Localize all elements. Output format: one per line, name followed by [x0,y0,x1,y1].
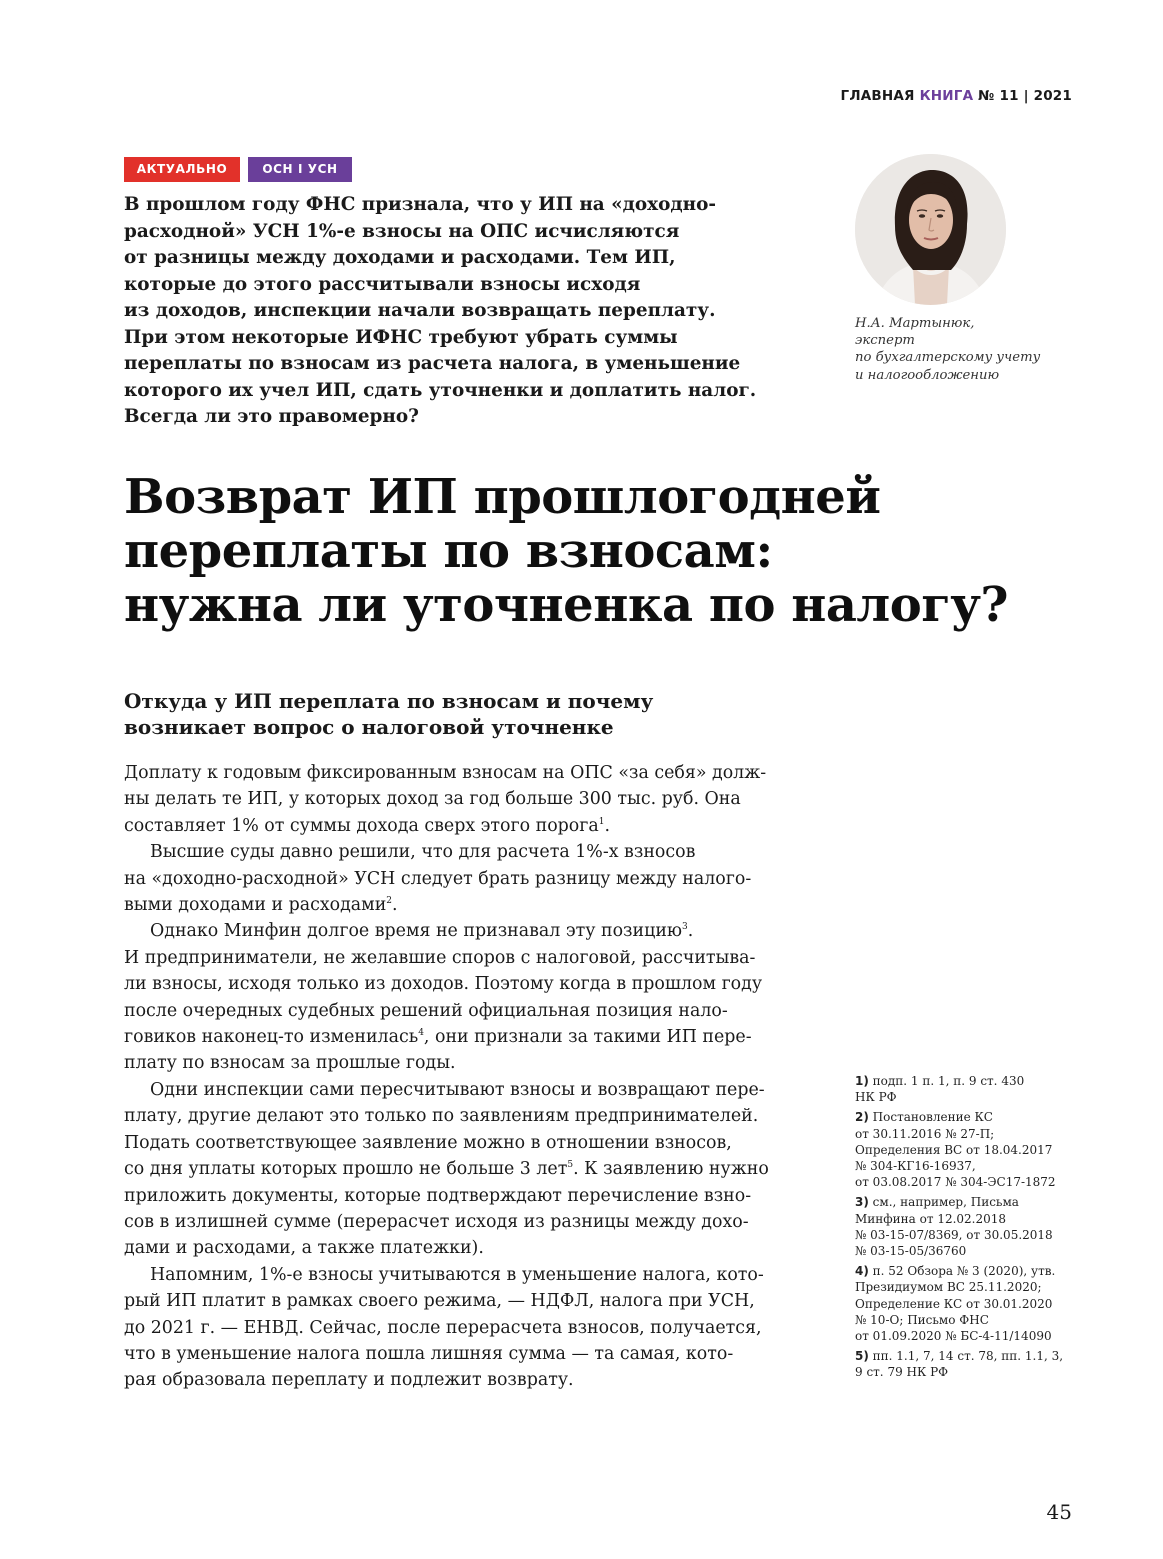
body-paragraph-3 [124,918,804,1076]
footnote-text: см., например, Письма [872,1195,1019,1210]
footnote-line: Определения ВС от 18.04.2017 [855,1142,1053,1157]
footnote-ref: 1 [598,817,605,828]
body-text: со дня уплаты которых прошло не больше 3 лет [124,1159,568,1180]
page-number: 45 [1046,1500,1072,1524]
subhead-line: возникает вопрос о налоговой уточненке [124,715,614,739]
lead-line: При этом некоторые ИФНС требуют убрать суммы [124,326,678,348]
body-line: после очередных судебных решений официальная позиция нало- [124,1000,728,1021]
footnote-line: № 10-О; Письмо ФНС [855,1312,989,1327]
footnote-line: Президиумом ВС 25.11.2020; [855,1280,1042,1295]
footnote-number: 5) [855,1349,869,1364]
footnote-text: Постановление КС [872,1110,993,1125]
body-line: Высшие суды давно решили, что для расчета 1%-х взносов [150,842,696,863]
footnote-text: пп. 1.1, 7, 14 ст. 78, пп. 1.1, 3, [872,1349,1064,1364]
body-line [124,892,804,918]
author-name: Н.А. Мартынюк, [855,316,975,331]
footnote-2 [855,1109,1085,1190]
footnote-number: 4) [855,1264,869,1279]
footnote-line: № 03-15-05/36760 [855,1244,967,1259]
author-role-line: эксперт [855,333,915,349]
masthead [841,88,1072,104]
footnote-line [855,1109,1085,1125]
lead-line: Всегда ли это правомерно? [124,406,419,427]
lead-paragraph [124,192,824,431]
body-paragraph-1 [124,760,804,839]
body-line: Доплату к годовым фиксированным взносам на ОПС «за себя» долж- [124,763,767,783]
footnote-4 [855,1263,1085,1344]
footnote-line: от 01.09.2020 № БС-4-11/14090 [855,1329,1052,1344]
body-line: что в уменьшение налога пошла лишняя сумма — та самая, кото- [124,1343,734,1364]
footnote-number: 1) [855,1074,869,1088]
footnote-line: 9 ст. 79 НК РФ [855,1365,949,1380]
title-line: нужна ли уточненка по налогу? [124,577,1009,633]
title-line: Возврат ИП прошлогодней [124,469,881,525]
author-caption [855,315,1040,384]
article-body [124,760,804,1394]
footnote-text: п. 52 Обзора № 3 (2020), утв. [872,1264,1056,1279]
body-line [124,918,804,944]
author-role-line: и налогообложению [855,367,1000,383]
body-text: . [687,921,694,942]
body-paragraph-5 [124,1262,804,1394]
footnote-line [855,1348,1085,1364]
lead-line: переплаты по взносам из расчета налога, в уменьшение [124,353,741,374]
body-line: приложить документы, которые подтверждают перечисление взно- [124,1185,752,1206]
footnote-line: от 03.08.2017 № 304-ЭС17-1872 [855,1175,1056,1190]
body-line: Одни инспекции сами пересчитывают взносы и возвращают пере- [150,1079,765,1100]
masthead-main: ГЛАВНАЯ [840,88,915,104]
body-paragraph-4 [124,1077,804,1262]
lead-line: которые до этого рассчитывали взносы исходя [124,273,641,295]
footnote-line: НК РФ [855,1090,897,1105]
lead-line: от разницы между доходами и расходами. Тем ИП, [124,247,676,268]
subhead-line: Откуда у ИП переплата по взносам и почему [124,689,654,713]
body-text: . [392,895,398,916]
article-title [124,470,1008,632]
footnote-1 [855,1073,1085,1105]
body-line: дами и расходами, а также платежки). [124,1238,484,1259]
body-line [124,813,804,839]
body-text: . К заявлению нужно [573,1159,769,1180]
body-line: рая образовала переплату и подлежит возврату. [124,1370,574,1391]
lead-line: В прошлом году ФНС признала, что у ИП на «доходно- [124,194,716,215]
footnote-3 [855,1194,1085,1259]
footnote-ref: 4 [418,1028,424,1039]
rubric-tags [124,157,352,182]
body-line: Напомним, 1%-е взносы учитываются в уменьшение налога, кото- [150,1264,764,1285]
masthead-issue: № 11 | 2021 [978,88,1072,104]
body-text: Однако Минфин долгое время не признавал эту позицию [150,921,683,942]
body-line: до 2021 г. — ЕНВД. Сейчас, после перерасчета взносов, получается, [124,1317,762,1338]
footnote-text: подп. 1 п. 1, п. 9 ст. 430 [872,1074,1025,1088]
masthead-accent: КНИГА [919,88,974,104]
section-subhead [124,688,653,740]
body-text: выми доходами и расходами [124,895,387,916]
body-line: И предприниматели, не желавшие споров с налоговой, рассчитыва- [124,947,756,968]
body-line: сов в излишней сумме (перерасчет исходя из разницы между дохо- [124,1211,749,1232]
footnote-number: 3) [855,1195,869,1210]
footnote-line [855,1073,1085,1089]
footnote-line: Минфина от 12.02.2018 [855,1211,1007,1226]
body-text: . [604,815,611,836]
tag-actual: АКТУАЛЬНО [124,157,240,182]
footnote-ref: 2 [386,896,393,907]
footnote-line: от 30.11.2016 № 27-П; [855,1126,995,1141]
lead-line: которого их учел ИП, сдать уточненки и доплатить налог. [124,379,757,401]
footnote-line: № 304-КГ16-16937, [855,1159,976,1174]
footnote-line [855,1263,1085,1279]
body-paragraph-2 [124,839,804,918]
footnote-number: 2) [855,1110,869,1125]
body-line [124,1156,804,1182]
title-line: переплаты по взносам: [124,523,773,579]
footnote-ref: 5 [567,1160,574,1171]
body-line: плату, другие делают это только по заявлениям предпринимателей. [124,1106,759,1127]
body-line: на «доходно-расходной» УСН следует брать разницу между налого- [124,868,752,889]
body-line: ны делать те ИП, у которых доход за год больше 300 тыс. руб. Она [124,789,741,810]
body-text: , они признали за такими ИП пере- [423,1027,752,1048]
body-line: Подать соответствующее заявление можно в отношении взносов, [124,1132,732,1153]
lead-line: расходной» УСН 1%-е взносы на ОПС исчисляются [124,220,680,242]
body-line: ли взносы, исходя только из доходов. Поэтому когда в прошлом году [124,974,763,995]
footnote-ref: 3 [682,922,688,933]
footnote-line [855,1194,1085,1210]
body-line: рый ИП платит в рамках своего режима, — НДФЛ, налога при УСН, [124,1291,755,1312]
body-line: плату по взносам за прошлые годы. [124,1053,456,1074]
author-role-line: по бухгалтерскому учету [855,350,1041,366]
footnotes [855,1073,1085,1385]
author-portrait-icon [855,154,1006,305]
tag-tax-regime: ОСН І УСН [248,157,352,182]
footnote-line: № 03-15-07/8369, от 30.05.2018 [855,1227,1053,1242]
footnote-5 [855,1348,1085,1380]
author-photo [855,154,1006,305]
body-text: составляет 1% от суммы дохода сверх этого порога [124,815,599,836]
body-line [124,1024,804,1050]
body-text: говиков наконец-то изменилась [124,1027,419,1048]
lead-line: из доходов, инспекции начали возвращать переплату. [124,300,716,321]
footnote-line: Определение КС от 30.01.2020 [855,1296,1053,1311]
